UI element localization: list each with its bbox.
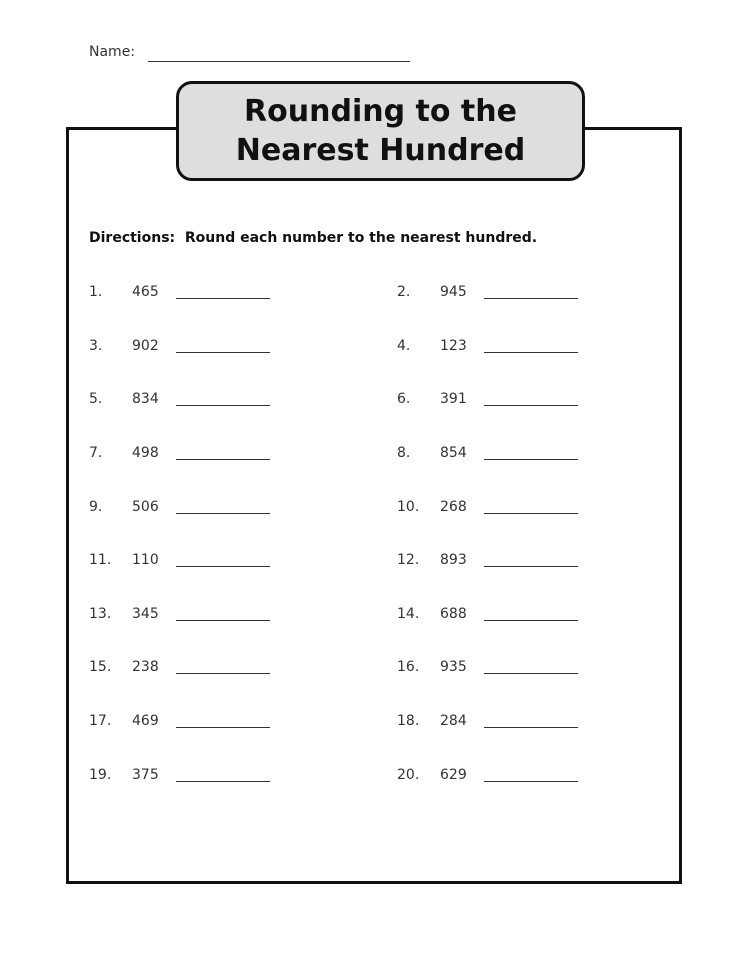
answer-blank[interactable] xyxy=(484,298,578,299)
problem-value: 506 xyxy=(132,499,159,515)
name-input-line[interactable] xyxy=(148,61,410,62)
answer-blank[interactable] xyxy=(484,566,578,567)
problem-number: 17. xyxy=(89,713,112,729)
problem-number: 13. xyxy=(89,606,112,622)
problem-value: 391 xyxy=(440,391,467,407)
answer-blank[interactable] xyxy=(176,673,270,674)
answer-blank[interactable] xyxy=(176,405,270,406)
problem-number: 1. xyxy=(89,284,103,300)
problem-value: 935 xyxy=(440,659,467,675)
problem-value: 123 xyxy=(440,338,467,354)
problem-number: 2. xyxy=(397,284,411,300)
answer-blank[interactable] xyxy=(484,352,578,353)
name-label: Name: xyxy=(89,44,136,60)
answer-blank[interactable] xyxy=(484,459,578,460)
answer-blank[interactable] xyxy=(484,513,578,514)
problem-value: 834 xyxy=(132,391,159,407)
answer-blank[interactable] xyxy=(176,781,270,782)
problem-number: 6. xyxy=(397,391,411,407)
problem-value: 893 xyxy=(440,552,467,568)
title-line-2: Nearest Hundred xyxy=(235,133,526,168)
problem-value: 945 xyxy=(440,284,467,300)
answer-blank[interactable] xyxy=(484,673,578,674)
answer-blank[interactable] xyxy=(484,405,578,406)
problem-value: 284 xyxy=(440,713,467,729)
problem-value: 465 xyxy=(132,284,159,300)
answer-blank[interactable] xyxy=(484,727,578,728)
answer-blank[interactable] xyxy=(176,727,270,728)
problem-number: 5. xyxy=(89,391,103,407)
answer-blank[interactable] xyxy=(176,298,270,299)
problem-value: 345 xyxy=(132,606,159,622)
problem-value: 854 xyxy=(440,445,467,461)
problem-number: 19. xyxy=(89,767,112,783)
problem-number: 20. xyxy=(397,767,420,783)
problem-number: 3. xyxy=(89,338,103,354)
problem-value: 110 xyxy=(132,552,159,568)
problem-number: 9. xyxy=(89,499,103,515)
problem-number: 8. xyxy=(397,445,411,461)
problem-number: 15. xyxy=(89,659,112,675)
directions-text: Directions: Round each number to the nearest hundred. xyxy=(89,230,538,246)
problem-value: 375 xyxy=(132,767,159,783)
answer-blank[interactable] xyxy=(176,513,270,514)
problem-value: 498 xyxy=(132,445,159,461)
problem-number: 18. xyxy=(397,713,420,729)
problem-number: 12. xyxy=(397,552,420,568)
problem-number: 11. xyxy=(89,552,112,568)
answer-blank[interactable] xyxy=(176,459,270,460)
problem-value: 902 xyxy=(132,338,159,354)
problem-number: 7. xyxy=(89,445,103,461)
title-line-1: Rounding to the xyxy=(244,94,517,129)
problem-number: 16. xyxy=(397,659,420,675)
problem-number: 14. xyxy=(397,606,420,622)
answer-blank[interactable] xyxy=(176,566,270,567)
answer-blank[interactable] xyxy=(176,352,270,353)
problem-value: 238 xyxy=(132,659,159,675)
problem-number: 4. xyxy=(397,338,411,354)
problem-value: 268 xyxy=(440,499,467,515)
problem-value: 688 xyxy=(440,606,467,622)
answer-blank[interactable] xyxy=(176,620,270,621)
title-box xyxy=(176,81,585,181)
answer-blank[interactable] xyxy=(484,781,578,782)
problem-number: 10. xyxy=(397,499,420,515)
answer-blank[interactable] xyxy=(484,620,578,621)
problem-value: 469 xyxy=(132,713,159,729)
problem-value: 629 xyxy=(440,767,467,783)
